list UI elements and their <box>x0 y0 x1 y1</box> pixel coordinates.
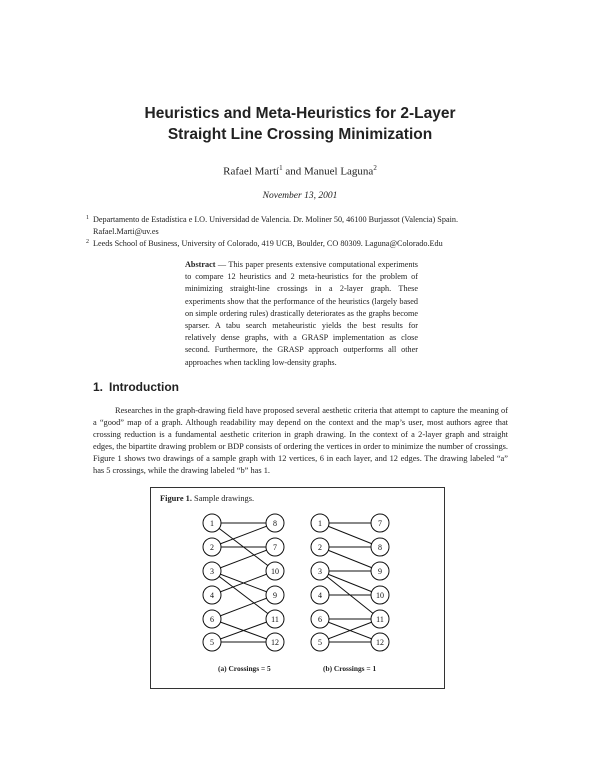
drawing-a-right-node-label-7: 7 <box>273 543 277 552</box>
drawing-b-left-node-label-3: 3 <box>318 567 322 576</box>
affiliation-1-address: Departamento de Estadística e I.O. Universidad de Valencia. Dr. Moliner 50, 46100 Burjassot (Valencia) Spain. <box>93 215 458 224</box>
section-title: Introduction <box>109 380 179 394</box>
abstract-text: — This paper presents extensive computational experiments to compare 12 heuristics and 2 meta-heuristics for the problem of minimizing straight-line crossings in a 2-layer graph. These experiments show that the performance of the heuristics (largely based on simple ordering rules) drastically deteriorates as the graphs become sparser. A tabu search metaheuristic yields the best results for relatively dense graphs, with a GRASP implementation as close second. Furthermore, the GRASP approach outperforms all other approaches when tackling low-density graphs. <box>185 260 418 367</box>
intro-paragraph: Researches in the graph-drawing field have proposed several aesthetic criteria that attempt to capture the meaning of a “good” map of a graph. Although readability may depend on the context and the map’s user, most authors agree that crossing reduction is a fundamental aesthetic criterion in graph drawing. In the context of a 2-layer graph and straight edges, the bipartite drawing problem or BDP consists of ordering the vertices in order to minimize the number of crossings. Figure 1 shows two drawings of a sample graph with 12 vertices, 6 in each layer, and 12 edges. The drawing labeled “a” has 5 crossings, while the drawing labeled “b” has 1. <box>93 406 508 476</box>
affiliation-1-email: Rafael.Marti@uv.es <box>93 227 159 236</box>
author-1-superscript: 1 <box>279 164 283 172</box>
drawing-b-right-node-label-11: 11 <box>376 615 384 624</box>
drawing-b-edge-5 <box>320 571 380 595</box>
drawing-b-right-node-label-8: 8 <box>378 543 382 552</box>
abstract-label: Abstract <box>185 260 216 269</box>
drawing-a-left-node-label-2: 2 <box>210 543 214 552</box>
drawing-a-right-node-label-11: 11 <box>271 615 279 624</box>
drawing-b-right-node-label-10: 10 <box>376 591 384 600</box>
section-number: 1. <box>93 380 104 394</box>
drawing-b-left-node-label-2: 2 <box>318 543 322 552</box>
figure-caption-text: Sample drawings. <box>191 494 255 503</box>
title-line-2: Straight Line Crossing Minimization <box>167 126 433 143</box>
drawing-a-right-node-label-8: 8 <box>273 519 277 528</box>
title-line-1: Heuristics and Meta-Heuristics for 2-Layer <box>144 105 456 122</box>
drawing-a-left-node-label-1: 1 <box>210 519 214 528</box>
drawing-b-right-node-label-7: 7 <box>378 519 382 528</box>
drawing-a-edge-7 <box>212 595 275 619</box>
drawing-b-edge-3 <box>320 547 380 571</box>
drawing-a-label: (a) Crossings = 5 <box>218 664 271 673</box>
drawing-b-right-node-label-9: 9 <box>378 567 382 576</box>
drawing-a-edge-2 <box>212 523 275 547</box>
affiliation-2-number: 2 <box>86 239 89 245</box>
drawing-b-left-node-label-5: 5 <box>318 638 322 647</box>
drawing-a-right-node-label-9: 9 <box>273 591 277 600</box>
drawing-b-left-node-label-6: 6 <box>318 615 322 624</box>
drawing-a-right-node-label-12: 12 <box>271 638 279 647</box>
author-1: Rafael Martí <box>223 165 280 178</box>
author-conjunction: and <box>282 165 304 178</box>
drawing-b-label: (b) Crossings = 1 <box>323 664 377 673</box>
drawing-b-left-node-label-4: 4 <box>318 591 322 600</box>
drawing-a-left-node-label-6: 6 <box>210 615 214 624</box>
drawing-b-left-node-label-1: 1 <box>318 519 322 528</box>
drawing-b-right-node-label-12: 12 <box>376 638 384 647</box>
affiliation-1-number: 1 <box>86 215 89 221</box>
drawing-a-left-node-label-3: 3 <box>210 567 214 576</box>
drawing-a-left-node-label-5: 5 <box>210 638 214 647</box>
drawing-a-edge-11 <box>212 547 275 571</box>
affiliation-2-address: Leeds School of Business, University of Colorado, 419 UCB, Boulder, CO 80309. Laguna@Colorado.Edu <box>93 239 443 248</box>
drawing-a-left-node-label-4: 4 <box>210 591 214 600</box>
author-2: Manuel Laguna <box>303 165 374 178</box>
author-2-superscript: 2 <box>373 164 377 172</box>
drawing-a-right-node-label-10: 10 <box>271 567 279 576</box>
drawing-b-edge-1 <box>320 523 380 547</box>
paper-date: November 13, 2001 <box>262 191 338 201</box>
figure-caption-label: Figure 1. <box>160 494 192 503</box>
